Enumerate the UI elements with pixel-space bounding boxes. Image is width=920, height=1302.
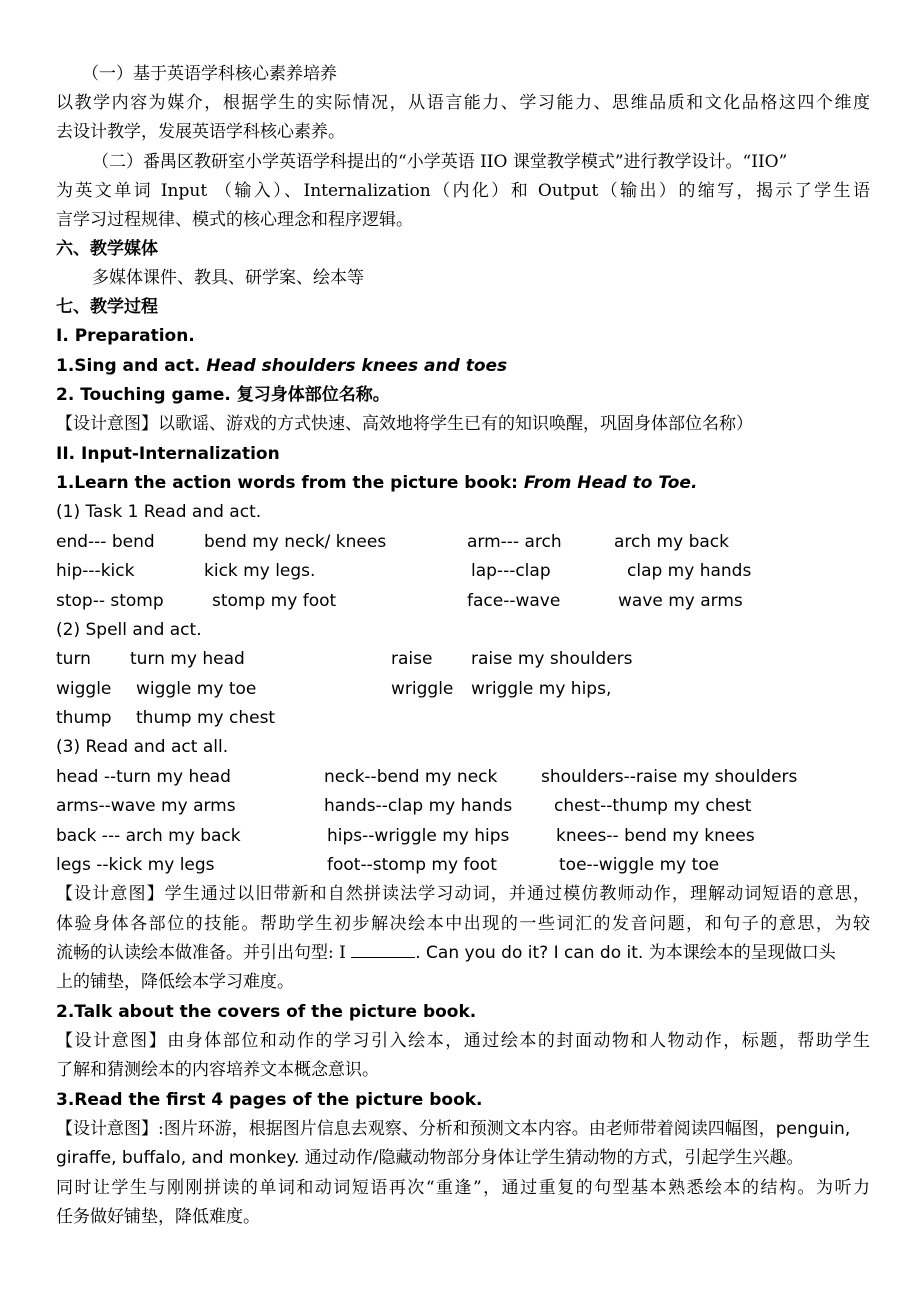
step-touching-game xyxy=(56,381,870,409)
word: raise xyxy=(391,649,433,669)
table-row xyxy=(56,675,870,703)
step-text: 复习身体部位名称。 xyxy=(236,385,390,405)
word-pair: face--wave xyxy=(467,591,561,611)
body-action: toe--wiggle my toe xyxy=(559,855,720,875)
body-action: head --turn my head xyxy=(56,767,231,787)
table-row xyxy=(56,528,870,556)
sentence-pattern: . Can you do it? I can do it. xyxy=(415,943,644,963)
design-intent: 【设计意图】学生通过以旧带新和自然拼读法学习动词，并通过模仿教师动作，理解动词短语的意思， xyxy=(56,884,870,904)
action-phrase: thump my chest xyxy=(136,708,276,728)
action-phrase: clap my hands xyxy=(627,561,752,581)
action-phrase: turn my head xyxy=(130,649,245,669)
paragraph-text: 去设计教学，发展英语学科核心素养。 xyxy=(56,122,345,142)
design-intent: 同时让学生与刚刚拼读的单词和动词短语再次“重逢”，通过重复的句型基本熟悉绘本的结构。为听力 xyxy=(56,1178,870,1198)
design-intent xyxy=(56,1144,870,1172)
table-row xyxy=(56,792,870,820)
paragraph-text: 以教学内容为媒介，根据学生的实际情况，从语言能力、学习能力、思维品质和文化品格这四个维度 xyxy=(56,93,870,113)
step-talk-covers: 2.Talk about the covers of the picture book. xyxy=(56,1002,477,1022)
action-phrase: stomp my foot xyxy=(212,591,337,611)
action-phrase: arch my back xyxy=(614,532,729,552)
action-phrase: wave my arms xyxy=(618,591,743,611)
word-pair: end--- bend xyxy=(56,532,155,552)
animal-words: giraffe, buffalo, and monkey. xyxy=(56,1148,300,1168)
paragraph-text: 为英文单词 Input （输入）、Internalization（内化）和 Output（输出）的缩写，揭示了学生语 xyxy=(56,181,870,201)
step-label: 1.Sing and act. xyxy=(56,356,207,376)
table-row xyxy=(56,704,870,732)
action-phrase: wriggle my hips, xyxy=(471,679,612,699)
table-row xyxy=(56,557,870,585)
paragraph-heading-2: （二）番禺区教研室小学英语学科提出的“小学英语 IIO 课堂教学模式”进行教学设计。“IIO” xyxy=(92,152,788,172)
step-input-internalization: II. Input-Internalization xyxy=(56,444,280,464)
action-phrase: bend my neck/ knees xyxy=(204,532,387,552)
design-intent: 【设计意图】以歌谣、游戏的方式快速、高效地将学生已有的知识唤醒，巩固身体部位名称） xyxy=(56,414,753,434)
design-intent: 体验身体各部位的技能。帮助学生初步解决绘本中出现的一些词汇的发音问题，和句子的意思，为较 xyxy=(56,914,870,934)
body-action: arms--wave my arms xyxy=(56,796,236,816)
design-intent: 了解和猜测绘本的内容培养文本概念意识。 xyxy=(56,1060,379,1080)
step-learn-action-words xyxy=(56,469,870,497)
body-action: hips--wriggle my hips xyxy=(327,826,510,846)
design-intent: 任务做好铺垫，降低难度。 xyxy=(56,1207,260,1227)
design-intent: 上的铺垫，降低绘本学习难度。 xyxy=(56,972,294,992)
body-action: legs --kick my legs xyxy=(56,855,215,875)
action-phrase: wiggle my toe xyxy=(136,679,257,699)
word-pair: stop-- stomp xyxy=(56,591,164,611)
paragraph-heading-1: （一）基于英语学科核心素养培养 xyxy=(82,64,337,84)
body-action: back --- arch my back xyxy=(56,826,241,846)
body-action: knees-- bend my knees xyxy=(556,826,755,846)
intent-text: 通过动作/隐藏动物部分身体让学生猜动物的方式，引起学生兴趣。 xyxy=(299,1148,804,1168)
table-row xyxy=(56,587,870,615)
intent-text: 【设计意图】:图片环游，根据图片信息去观察、分析和预测文本内容。由老师带着阅读四幅图， xyxy=(56,1119,776,1139)
intent-text: 为本课绘本的呈现做口头 xyxy=(643,943,836,963)
step-sing-and-act xyxy=(56,352,870,380)
design-intent: 【设计意图】由身体部位和动作的学习引入绘本，通过绘本的封面动物和人物动作，标题，帮助学生 xyxy=(56,1031,870,1051)
body-action: shoulders--raise my shoulders xyxy=(541,767,798,787)
word: thump xyxy=(56,708,112,728)
book-title: From Head to Toe. xyxy=(523,473,698,493)
step-read-first-pages: 3.Read the first 4 pages of the picture book. xyxy=(56,1090,483,1110)
step-preparation: I. Preparation. xyxy=(56,326,195,346)
word: wiggle xyxy=(56,679,112,699)
body-action: hands--clap my hands xyxy=(324,796,513,816)
song-title: Head shoulders knees and toes xyxy=(206,356,508,376)
table-row xyxy=(56,763,870,791)
table-row xyxy=(56,645,870,673)
design-intent xyxy=(56,939,870,967)
table-row xyxy=(56,822,870,850)
task-3-heading: (3) Read and act all. xyxy=(56,737,229,757)
word-pair: arm--- arch xyxy=(467,532,562,552)
body-action: foot--stomp my foot xyxy=(327,855,497,875)
step-label: 1.Learn the action words from the picture book: xyxy=(56,473,524,493)
action-phrase: kick my legs. xyxy=(204,561,316,581)
media-list: 多媒体课件、教具、研学案、绘本等 xyxy=(92,268,364,288)
word-pair: hip---kick xyxy=(56,561,135,581)
body-action: chest--thump my chest xyxy=(554,796,752,816)
section-heading-media: 六、教学媒体 xyxy=(56,239,158,259)
step-label: 2. Touching game. xyxy=(56,385,237,405)
table-row xyxy=(56,851,870,879)
animal-word: penguin, xyxy=(775,1119,851,1139)
intent-text: 流畅的认读绘本做准备。并引出句型: I xyxy=(56,943,352,963)
action-phrase: raise my shoulders xyxy=(471,649,633,669)
paragraph-text: 言学习过程规律、模式的核心理念和程序逻辑。 xyxy=(56,210,413,230)
task-2-heading: (2) Spell and act. xyxy=(56,620,202,640)
section-heading-process: 七、教学过程 xyxy=(56,297,158,317)
fill-in-blank xyxy=(351,939,415,958)
task-1-heading: (1) Task 1 Read and act. xyxy=(56,502,262,522)
design-intent xyxy=(56,1115,870,1143)
body-action: neck--bend my neck xyxy=(324,767,498,787)
word-pair: lap---clap xyxy=(471,561,551,581)
word: wriggle xyxy=(391,679,454,699)
word: turn xyxy=(56,649,91,669)
